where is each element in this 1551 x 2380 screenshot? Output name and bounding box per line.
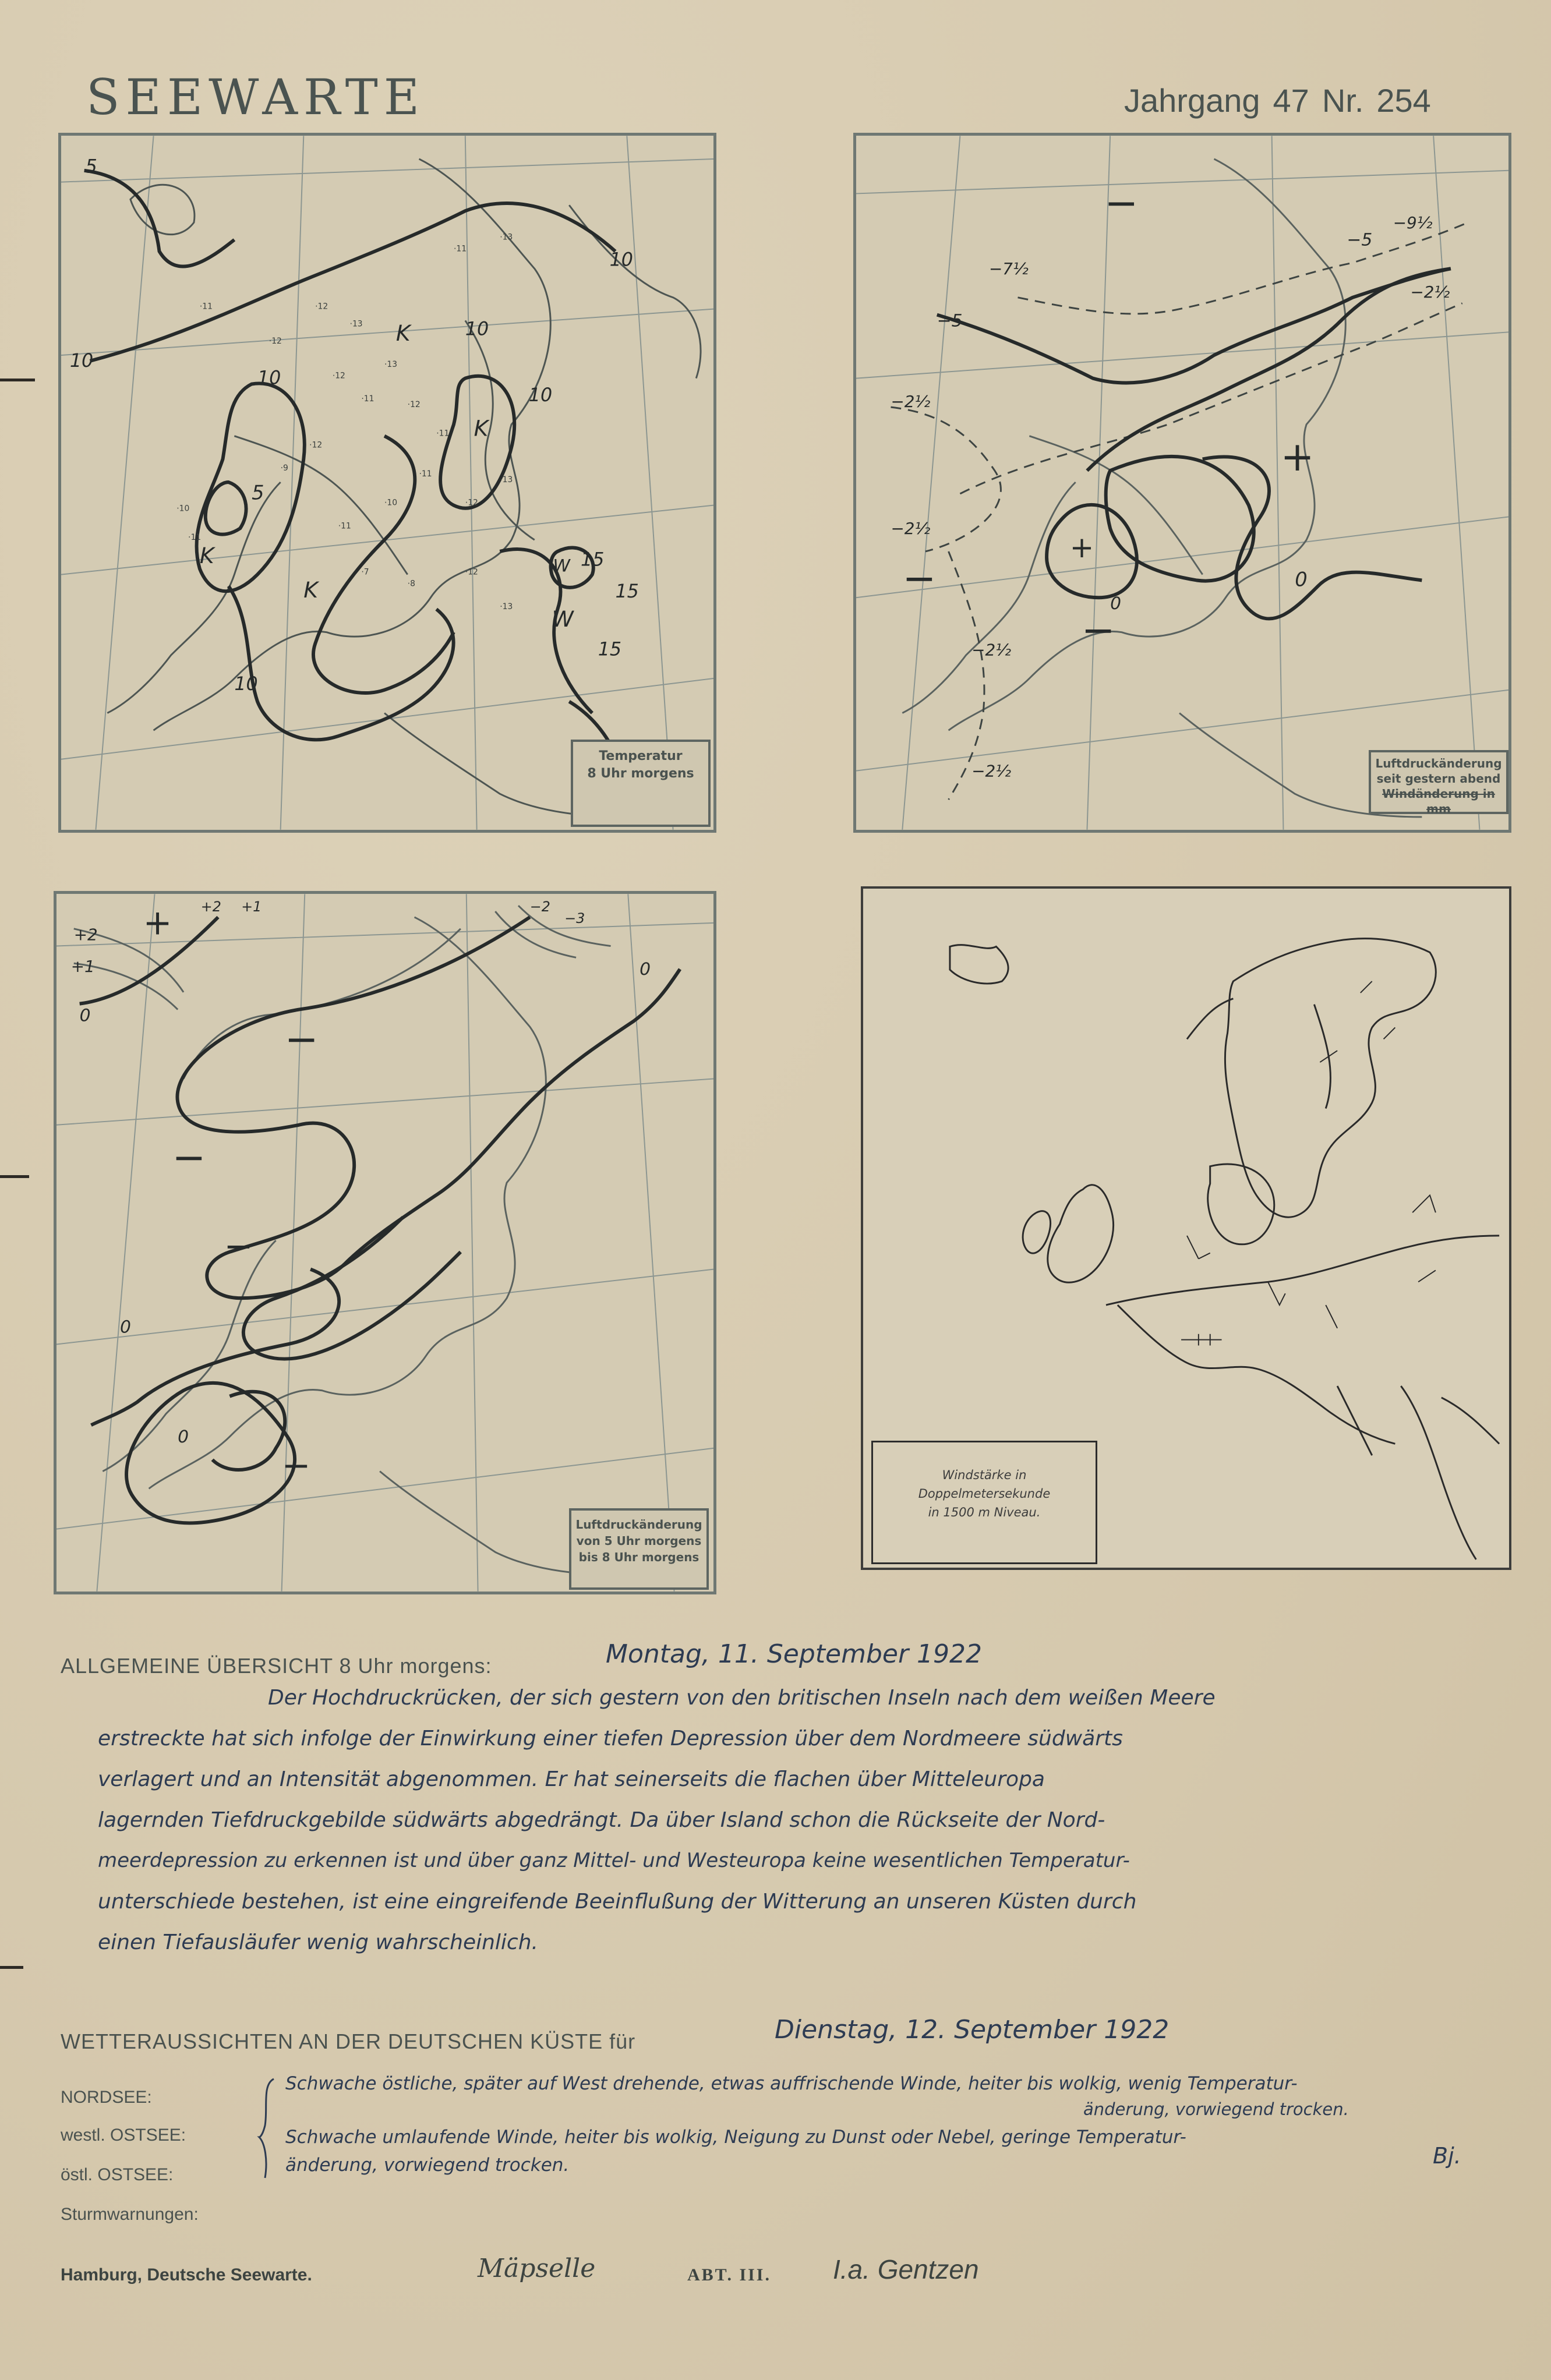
page-title: SEEWARTE — [86, 69, 426, 126]
svg-text:·11: ·11 — [188, 533, 202, 543]
pressure-map-label: − — [902, 555, 937, 602]
temperature-map-label: W — [552, 606, 574, 632]
svg-text:·8: ·8 — [407, 579, 415, 589]
legend-line: Windänderung in mm — [1382, 787, 1495, 816]
temperature-map-label: K — [303, 577, 318, 603]
region-oestl-ostsee: östl. OSTSEE: — [61, 2165, 174, 2184]
overview-line: erstreckte hat sich infolge der Einwirkung einer tiefen Depression über dem Nordmeere südwärts — [98, 1727, 1123, 1750]
overview-line: einen Tiefausläufer wenig wahrscheinlich. — [98, 1930, 538, 1954]
forecast-nordsee-text-cont: änderung, vorwiegend trocken. — [1083, 2099, 1349, 2119]
temperature-map-drawing — [61, 136, 713, 830]
pressure-change-morning-map — [54, 891, 716, 1594]
overview-label: ALLGEMEINE ÜBERSICHT 8 Uhr morgens: — [61, 1654, 492, 1678]
temperature-map-label: 5 — [252, 481, 264, 504]
svg-text:·13: ·13 — [384, 359, 398, 369]
temperature-map — [58, 133, 716, 833]
forecast-ostsee-text: Schwache umlaufende Winde, heiter bis wolkig, Neigung zu Dunst oder Nebel, geringe Temperatur- — [285, 2127, 1186, 2148]
overview-date: Montag, 11. September 1922 — [606, 1639, 983, 1669]
legend-line: Windstärke in — [942, 1468, 1027, 1482]
svg-text:·11: ·11 — [453, 244, 467, 254]
pressure-map-label: 0 — [1110, 593, 1122, 614]
svg-text:·12: ·12 — [309, 440, 323, 450]
svg-text:·11: ·11 — [419, 469, 432, 479]
legend-line: 8 Uhr morgens — [587, 766, 694, 781]
svg-text:·11: ·11 — [199, 302, 213, 312]
forecast-nordsee-text: Schwache östliche, später auf West drehende, etwas auffrischende Winde, heiter bis wolkig, wenig Temperatur- — [285, 2073, 1298, 2094]
pressure-change-morning-legend — [569, 1508, 709, 1590]
pressure-morning-label: −3 — [564, 910, 585, 926]
svg-text:·9: ·9 — [280, 464, 288, 473]
svg-text:·12: ·12 — [332, 371, 345, 381]
temperature-map-label: W — [553, 556, 570, 577]
forecast-ostsee-text-cont: änderung, vorwiegend trocken. — [285, 2155, 570, 2176]
footer-place: Hamburg, Deutsche Seewarte. — [61, 2265, 312, 2284]
region-sturmwarnungen: Sturmwarnungen: — [61, 2205, 199, 2224]
pressure-map-label: −2½ — [971, 640, 1012, 660]
pressure-map-label: −2½ — [891, 392, 931, 412]
legend-line: von 5 Uhr morgens — [576, 1534, 702, 1548]
legend-line: Luftdruckänderung — [575, 1518, 702, 1532]
legend-line: bis 8 Uhr morgens — [578, 1550, 699, 1564]
temperature-map-label: 10 — [528, 385, 553, 406]
pressure-map-label: −7½ — [988, 259, 1029, 279]
overview-line: Der Hochdruckrücken, der sich gestern von den britischen Inseln nach dem weißen Meere — [268, 1686, 1216, 1710]
pressure-morning-label: +2 — [73, 925, 98, 945]
wind-map-legend — [871, 1441, 1097, 1564]
pressure-morning-label: + — [143, 903, 172, 943]
pressure-map-label: 0 — [1295, 568, 1308, 591]
svg-text:·10: ·10 — [384, 498, 398, 508]
jahrgang-value: 47 — [1273, 82, 1309, 119]
pressure-morning-minus-south: − — [281, 1445, 311, 1486]
svg-text:·13: ·13 — [500, 602, 513, 612]
nr-label: Nr. — [1322, 82, 1364, 119]
svg-text:·12: ·12 — [407, 400, 421, 410]
pressure-morning-label: +1 — [241, 899, 262, 915]
temperature-map-label: 10 — [465, 319, 489, 340]
pressure-morning-label: − — [224, 1226, 253, 1267]
svg-text:·11: ·11 — [361, 394, 374, 404]
svg-text:·12: ·12 — [465, 498, 478, 508]
pressure-morning-label: − — [172, 1134, 206, 1182]
svg-text:·11: ·11 — [436, 429, 450, 438]
temperature-map-label: 5 — [85, 156, 97, 178]
pressure-map-label: −2½ — [971, 761, 1012, 781]
region-nordsee: NORDSEE: — [61, 2088, 152, 2107]
temperature-map-legend — [571, 740, 711, 827]
pressure-morning-label: +1 — [70, 957, 95, 977]
pressure-change-morning-map-drawing — [56, 894, 713, 1592]
wind-map — [861, 886, 1511, 1570]
svg-text:·12: ·12 — [268, 337, 282, 346]
pressure-map-label: − — [1104, 180, 1139, 227]
pressure-change-evening-legend — [1369, 750, 1508, 814]
pressure-change-evening-map — [853, 133, 1511, 833]
forecast-brace — [256, 2073, 280, 2184]
overview-line: verlagert und an Intensität abgenommen. Er hat seinerseits die flachen über Mitteleuropa — [98, 1767, 1045, 1791]
footer-signature-right: I.a. Gentzen — [833, 2254, 979, 2284]
temperature-map-label: K — [395, 320, 411, 346]
pressure-map-label: −5 — [937, 310, 963, 331]
overview-line: lagernden Tiefdruckgebilde südwärts abgedrängt. Da über Island schon die Rückseite der Nord- — [98, 1808, 1105, 1832]
temperature-map-label: K — [474, 415, 489, 441]
region-westl-ostsee: westl. OSTSEE: — [61, 2126, 186, 2145]
pressure-map-label: −9½ — [1393, 213, 1433, 232]
legend-line: seit gestern abend — [1376, 772, 1501, 786]
edge-mark — [0, 1966, 23, 1969]
pressure-morning-label: 0 — [178, 1426, 189, 1447]
temperature-map-label: 15 — [598, 639, 622, 660]
pressure-map-label: −2½ — [1410, 282, 1450, 302]
temperature-map-label: 10 — [257, 367, 281, 389]
pressure-map-label: − — [1081, 607, 1115, 654]
pressure-morning-label: +2 — [200, 899, 221, 915]
svg-text:·12: ·12 — [315, 302, 328, 312]
pressure-map-label: + — [1069, 530, 1094, 564]
pressure-map-label: + — [1280, 434, 1315, 481]
pressure-morning-label: −2 — [529, 899, 550, 915]
overview-line: meerdepression zu erkennen ist und über ganz Mittel- und Westeuropa keine wesentlichen Temperatur- — [98, 1849, 1130, 1872]
pressure-morning-label: − — [284, 1016, 319, 1063]
temperature-map-label: 15 — [615, 581, 639, 603]
pressure-change-evening-map-drawing — [856, 136, 1508, 830]
pressure-morning-label: 0 — [640, 959, 651, 980]
edge-mark — [0, 379, 35, 381]
edge-mark — [0, 1175, 29, 1178]
forecast-date: Dienstag, 12. September 1922 — [775, 2015, 1170, 2045]
svg-text:·13: ·13 — [349, 319, 363, 329]
forecast-initials: Bj. — [1433, 2143, 1461, 2169]
svg-text:·13: ·13 — [500, 232, 513, 242]
legend-line: Luftdruckänderung — [1375, 756, 1502, 770]
issue-info — [1124, 82, 1444, 119]
pressure-map-label: −2½ — [891, 519, 931, 539]
legend-line: in 1500 m Niveau. — [928, 1505, 1041, 1519]
jahrgang-label: Jahrgang — [1124, 82, 1260, 119]
svg-text:·10: ·10 — [176, 504, 190, 514]
overview-line: unterschiede bestehen, ist eine eingreifende Beeinflußung der Witterung an unseren Küsten durch — [98, 1890, 1137, 1914]
forecast-label: WETTERAUSSICHTEN AN DER DEUTSCHEN KÜSTE für — [61, 2029, 636, 2053]
legend-line: Doppelmetersekunde — [918, 1487, 1051, 1501]
svg-text:·13: ·13 — [500, 475, 513, 485]
footer-department: ABT. III. — [687, 2265, 771, 2284]
pressure-morning-label: 0 — [120, 1317, 131, 1338]
temperature-map-label: 10 — [234, 673, 258, 695]
svg-text:·12: ·12 — [465, 567, 478, 577]
pressure-map-label: −5 — [1347, 229, 1373, 250]
footer-signature-left: Mäpselle — [478, 2254, 596, 2283]
nr-value: 254 — [1376, 82, 1431, 119]
svg-text:·7: ·7 — [361, 567, 369, 577]
temperature-map-label: 10 — [609, 249, 633, 271]
temperature-map-label: 15 — [581, 549, 605, 571]
pressure-morning-label: 0 — [79, 1005, 91, 1026]
legend-line: Temperatur — [599, 749, 683, 763]
svg-text:·11: ·11 — [338, 521, 351, 531]
temperature-map-label: K — [199, 542, 214, 568]
temperature-map-label: 10 — [69, 350, 94, 372]
